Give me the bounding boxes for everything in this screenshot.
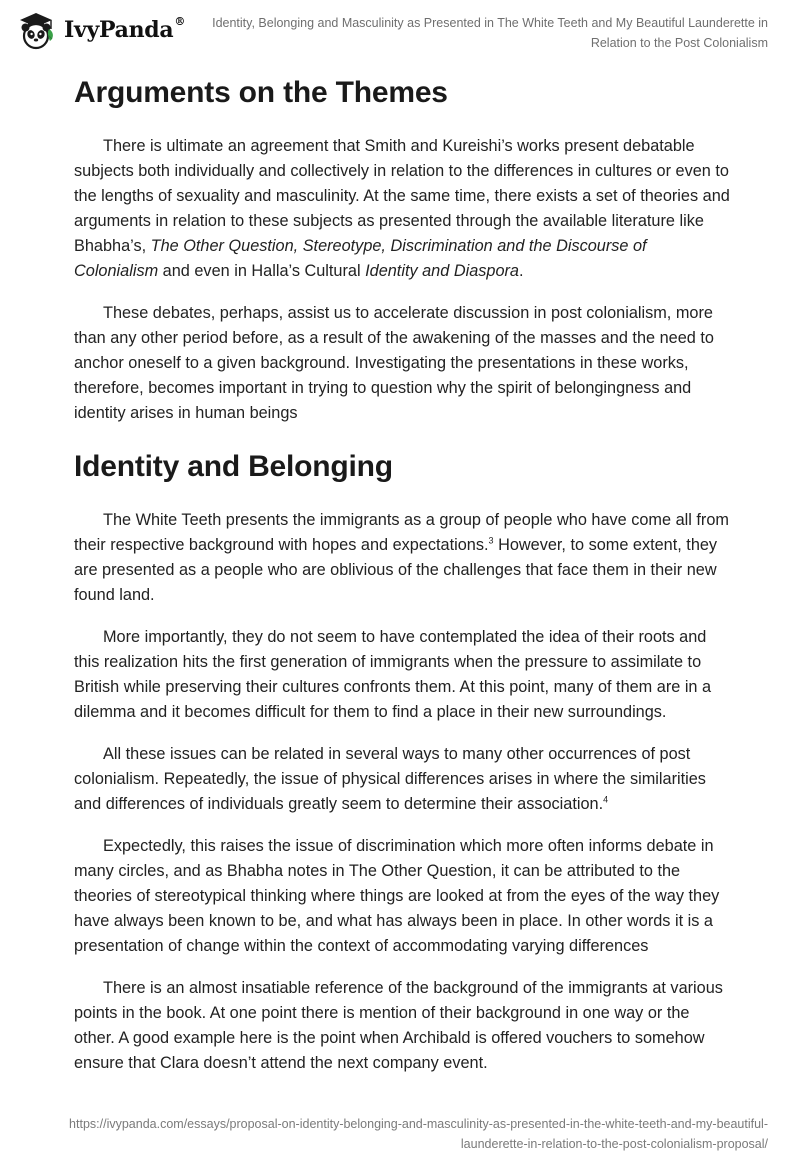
italic-title: Identity and Diaspora <box>365 262 519 280</box>
source-url-line-1: https://ivypanda.com/essays/proposal-on-identity-belonging-and-masculinity-as-presented-in-the-white-teeth-and-my-beautiful- <box>69 1117 768 1131</box>
page-header <box>0 0 800 56</box>
section-heading-identity: Identity and Belonging <box>74 450 393 483</box>
source-url-line-2: launderette-in-relation-to-the-post-colonialism-proposal/ <box>460 1137 768 1151</box>
paragraph: The White Teeth presents the immigrants as a group of people who have come all from their respective background with hopes and expectations.$^3$ However, to some extent, they are presented as a people who are oblivious of the challenges that face them in their new found land. <box>74 511 729 604</box>
paragraph: More importantly, they do not seem to have contemplated the idea of their roots and this realization hits the first generation of immigrants when the pressure to assimilate to British while preserving their cultures confronts them. At this point, many of them are in a dilemma and it becomes difficult for them to find a place in their new surroundings. <box>74 628 712 721</box>
document-title <box>178 13 768 53</box>
panda-graduate-icon <box>14 8 58 52</box>
paragraph: All these issues can be related in several ways to many other occurrences of post colonialism. Repeatedly, the issue of physical differences arises in where the similarities and differences of individuals greatly seem to determine their association.$^4$ <box>74 745 706 813</box>
source-url[interactable] <box>28 1114 768 1154</box>
footnote-ref[interactable]: 3 <box>488 535 494 546</box>
article-body <box>74 68 734 1076</box>
paragraph: There is ultimate an agreement that Smith and Kureishi’s works present debatable subjects both individually and collectively in relation to the differences in cultures or even to the lengths of sexuality and masculinity. At the same time, there exists a set of theories and arguments in relation to these subjects as presented through the available literature like Bhabha’s, The Other Question, Stereotype, Discrimination and the Discourse of Colonialism and even in Halla’s Cultural Identity and Diaspora. <box>74 137 730 280</box>
paragraph: These debates, perhaps, assist us to accelerate discussion in post colonialism, more than any other period before, as a result of the awakening of the masses and the need to anchor oneself to a given background. Investigating the presentations in these works, therefore, becomes important in trying to question why the spirit of belongingness and identity arises in human beings <box>74 304 714 422</box>
section-heading-arguments: Arguments on the Themes <box>74 76 448 109</box>
paragraph: There is an almost insatiable reference of the background of the immigrants at various points in the book. At one point there is mention of their background in one way or the other. A good example here is the point when Archibald is offered vouchers to somehow ensure that Clara doesn’t attend the next company event. <box>74 979 723 1072</box>
paragraph: Expectedly, this raises the issue of discrimination which more often informs debate in many circles, and as Bhabha notes in The Other Question, it can be attributed to the theories of stereotypical thinking where things are looked at from the eyes of the way they have always been known to be, and what has always been in place. In other words it is a presentation of change within the context of accommodating varying differences <box>74 837 720 955</box>
footnote-ref[interactable]: 4 <box>603 794 609 805</box>
logo-wordmark: IvyPanda® <box>64 15 186 43</box>
document-title-line-1: Identity, Belonging and Masculinity as Presented in The White Teeth and My Beautiful Launderette in <box>212 16 768 30</box>
registered-mark: ® <box>174 15 186 28</box>
italic-title: The Other Question, Stereotype, Discrimination and the Discourse of Colonialism <box>74 237 647 280</box>
document-title-line-2: Relation to the Post Colonialism <box>590 36 768 50</box>
